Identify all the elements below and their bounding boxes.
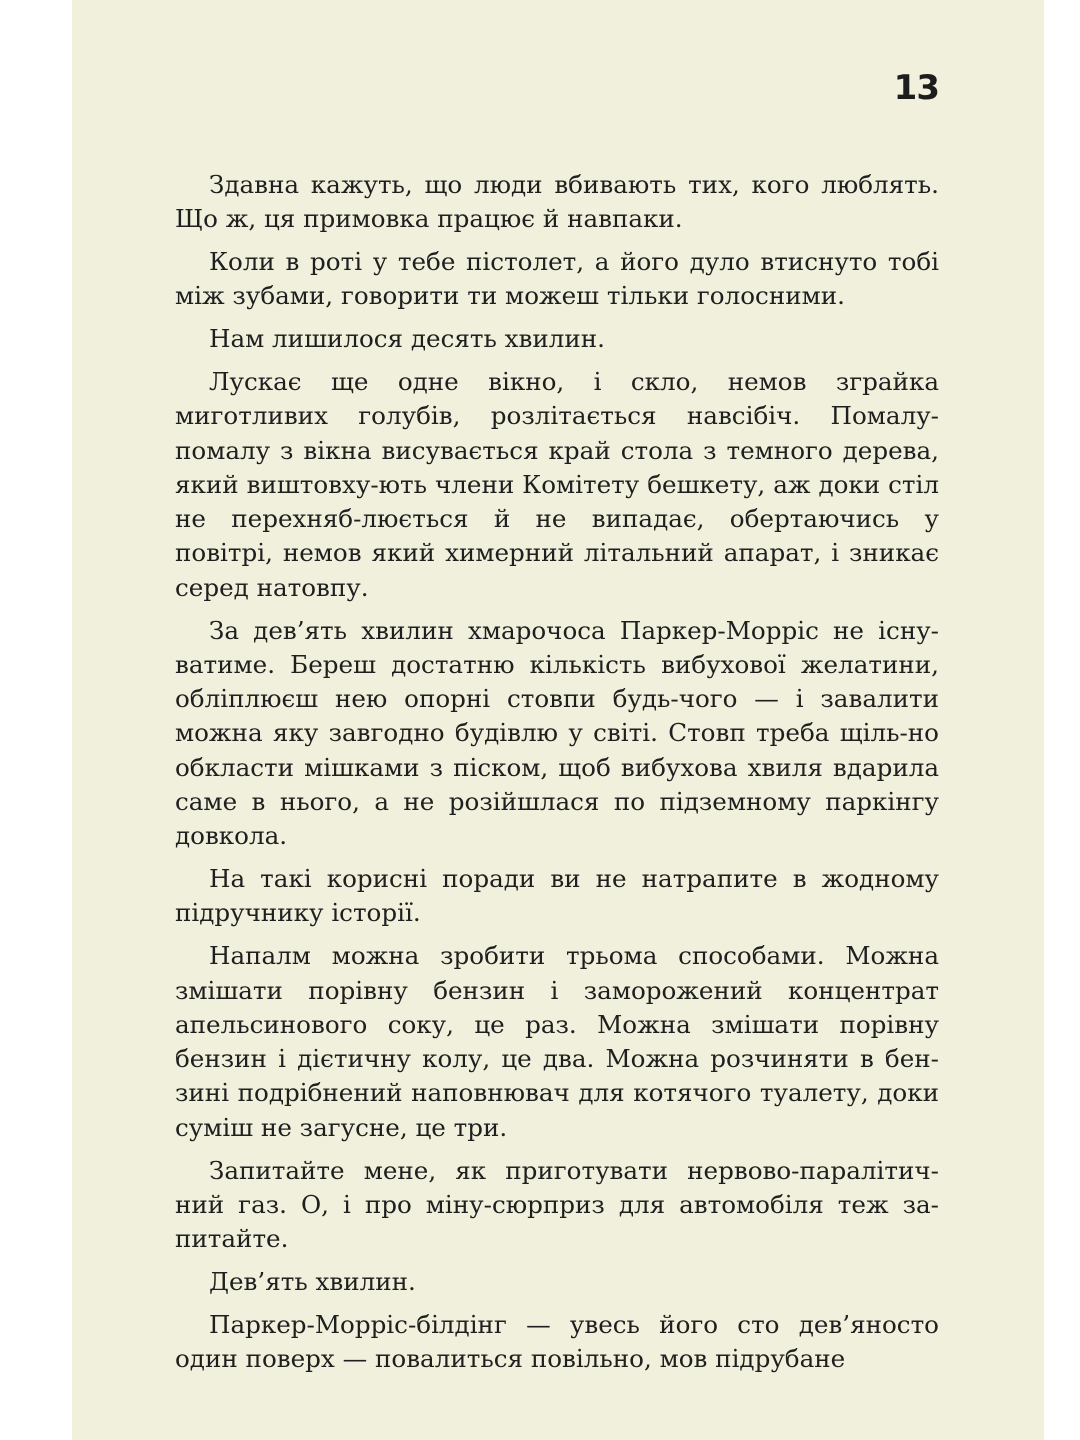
paragraph: Напалм можна зробити трьома способами. Можна змішати порівну бензин і заморожений концентрат апельсинового соку, це раз. Можна змішати порівну бензин і дієтичну колу, це два. Можна розчиняти в бен-зині подрібнений наповнювач для котячого туалету, доки суміш не загусне, це три. bbox=[175, 941, 939, 1142]
paragraph: Запитайте мене, як приготувати нервово-паралітич-ний газ. О, і про міну-сюрприз для автомобіля теж за-питайте. bbox=[175, 1155, 939, 1254]
paragraph: Здавна кажуть, що люди вбивають тих, кого люблять. Що ж, ця примовка працює й навпаки. bbox=[175, 170, 939, 234]
paragraph: На такі корисні поради ви не натрапите в жодному підручнику історії. bbox=[175, 864, 939, 928]
paragraph: Дев’ять хвилин. bbox=[209, 1266, 416, 1296]
page-body bbox=[175, 168, 939, 1385]
paragraph: Нам лишилося десять хвилин. bbox=[209, 324, 605, 354]
page-number: 13 bbox=[893, 68, 939, 108]
paragraph: За дев’ять хвилин хмарочоса Паркер-Морріс не існу-ватиме. Береш достатню кількість вибухової желатини, обліплюєш нею опорні стовпи будь-чого — і завалити можна яку завгодно будівлю у світі. Стовп треба щіль-но обкласти мішками з піском, щоб вибухова хвиля вдарила саме в нього, а не розійшлася по підземному паркінгу довкола. bbox=[175, 615, 939, 851]
book-page bbox=[72, 0, 1044, 1440]
paragraph: Паркер-Морріс-білдінг — увесь його сто дев’яносто один поверх — повалиться повільно, мов підрубане bbox=[175, 1309, 939, 1373]
paragraph: Лускає ще одне вікно, і скло, немов зграйка миготливих голубів, розлітається навсібіч. Помалу-помалу з вікна висувається край стола з темного дерева, який виштовху-ють члени Комітету бешкету, аж доки стіл не перехняб-люється й не випадає, обертаючись у повітрі, немов який химерний літальний апарат, і зникає серед натовпу. bbox=[175, 366, 939, 602]
paragraph: Коли в роті у тебе пістолет, а його дуло втиснуто тобі між зубами, говорити ти можеш тільки голосними. bbox=[175, 247, 939, 311]
